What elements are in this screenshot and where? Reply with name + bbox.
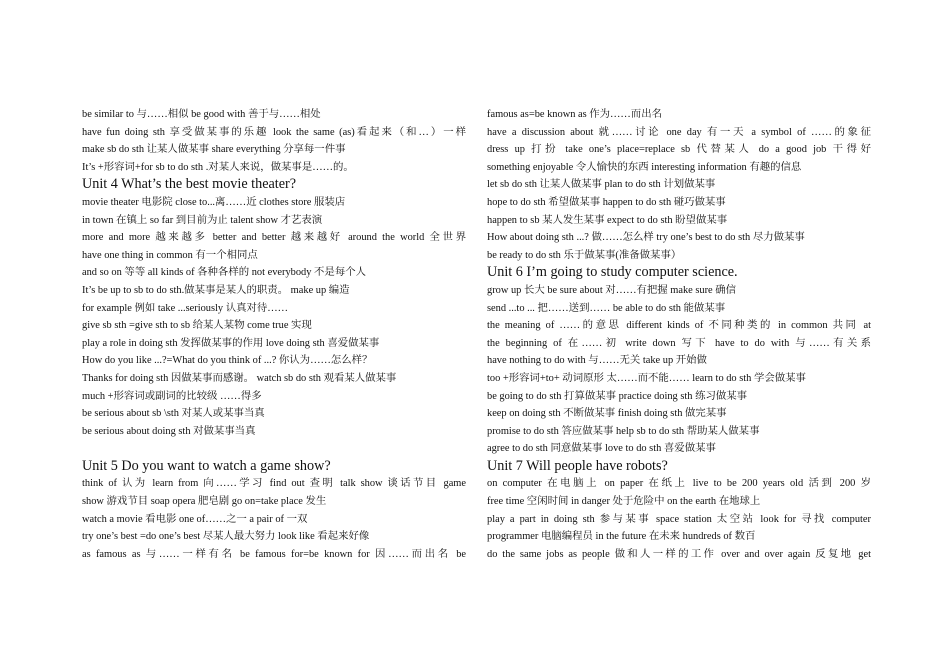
phrase-line: on computer 在电脑上 on paper 在纸上 live to be 200 years old 活到 200 岁 [487, 478, 871, 490]
phrase-line: agree to do sth 同意做某事 love to do sth 喜爱做某事 [487, 443, 716, 455]
phrase-line: do the same jobs as people 做和人一样的工作 over and over again 反复地 get [487, 548, 871, 560]
phrase-line: let sb do sth 让某人做某事 plan to do sth 计划做某事 [487, 179, 716, 191]
blank-line [82, 440, 466, 458]
phrase-line: send ...to ... 把……送到…… be able to do sth 能做某事 [487, 302, 726, 314]
phrase-line: How do you like ...?=What do you think of ...? 你认为……怎么样？ [82, 355, 373, 367]
phrase-line: be similar to 与……相似 be good with 善于与……相处 [82, 109, 321, 120]
unit-heading: Unit 7 Will people have robots? [487, 457, 668, 474]
phrase-line: have one thing in common 有一个相同点 [82, 249, 258, 261]
phrase-line: promise to do sth 答应做某事 help sb to do sth 帮助某人做某事 [487, 425, 760, 437]
unit-heading: Unit 4 What’s the best movie theater? [82, 176, 297, 193]
phrase-line: It’s +形容词+for sb to do sth .对某人来说，做某事是……的。 [82, 161, 354, 173]
phrase-line: programmer 电脑编程员 in the future 在未来 hundreds of 数百 [487, 531, 756, 543]
phrase-line: How about doing sth ...? 做……怎么样 try one’s best to do sth 尽力做某事 [487, 232, 805, 244]
phrase-line: grow up 长大 be sure about 对……有把握 make sure 确信 [487, 284, 737, 296]
unit-heading: Unit 6 I’m going to study computer science. [487, 264, 738, 281]
phrase-line: famous as=be known as 作为……而出名 [487, 109, 662, 120]
phrase-line: keep on doing sth 不断做某事 finish doing sth 做完某事 [487, 408, 727, 420]
phrase-line: have fun doing sth 享受做某事的乐趣 look the same (as)看起来（和…）一样 [82, 126, 466, 138]
phrase-line: watch a movie 看电影 one of……之一 a pair of 一双 [82, 513, 308, 525]
unit-heading: Unit 5 Do you want to watch a game show? [82, 457, 331, 474]
phrase-line: movie theater 电影院 close to...离……近 clothes store 服装店 [82, 196, 346, 208]
phrase-line: as famous as 与……一样有名 be famous for=be known for 因……而出名 be [82, 548, 466, 560]
phrase-line: think of 认为 learn from 向……学习 find out 查明 talk show 谈话节目 game [82, 478, 466, 490]
phrase-line: make sb do sth 让某人做某事 share everything 分享每一件事 [82, 144, 346, 156]
phrase-line: have a discussion about 就……讨论 one day 有一天 a symbol of ……的象征 [487, 126, 871, 138]
phrase-line: happen to sb 某人发生某事 expect to do sth 盼望做某事 [487, 214, 728, 226]
phrase-line: play a part in doing sth 参与某事 space station 太空站 look for 寻找 computer [487, 513, 871, 525]
phrase-line: have nothing to do with 与……无关 take up 开始做 [487, 355, 707, 367]
phrase-line: the beginning of 在……初 write down 写下 have to do with 与……有关系 [487, 337, 871, 349]
phrase-line: be serious about sb \sth 对某人或某事当真 [82, 408, 265, 420]
right-column [487, 106, 871, 563]
phrase-line: for example 例如 take ...seriously 认真对待…… [82, 302, 289, 314]
phrase-line: hope to do sth 希望做某事 happen to do sth 碰巧做某事 [487, 196, 726, 208]
phrase-line: show 游戏节目 soap opera 肥皂剧 go on=take place 发生 [82, 496, 327, 508]
phrase-line: be going to do sth 打算做某事 practice doing sth 练习做某事 [487, 390, 748, 402]
left-column [82, 106, 466, 563]
phrase-line: be ready to do sth 乐于做某事(准备做某事） [487, 249, 682, 261]
phrase-line: free time 空闲时间 in danger 处于危险中 on the earth 在地球上 [487, 496, 761, 508]
phrase-line: much +形容词或副词的比较级 ……得多 [82, 390, 262, 402]
phrase-line: more and more 越来越多 better and better 越来越好 around the world 全世界 [82, 232, 466, 244]
phrase-line: try one’s best =do one’s best 尽某人最大努力 look like 看起来好像 [82, 531, 370, 543]
phrase-line: and so on 等等 all kinds of 各种各样的 not everybody 不是每个人 [82, 267, 366, 279]
phrase-line: dress up 打扮 take one’s place=replace sb 代替某人 do a good job 干得好 [487, 144, 871, 156]
phrase-line: be serious about doing sth 对做某事当真 [82, 425, 256, 437]
phrase-line: the meaning of ……的意思 different kinds of 不同种类的 in common 共同 at [487, 320, 871, 332]
phrase-line: Thanks for doing sth 因做某事而感谢。 watch sb do sth 观看某人做某事 [82, 372, 397, 384]
phrase-line: give sb sth =give sth to sb 给某人某物 come true 实现 [82, 320, 312, 332]
phrase-line: something enjoyable 令人愉快的东西 interesting information 有趣的信息 [487, 161, 802, 173]
phrase-line: too +形容词+to+ 动词原形 太……而不能…… learn to do sth 学会做某事 [487, 372, 806, 384]
phrase-line: play a role in doing sth 发挥做某事的作用 love doing sth 喜爱做某事 [82, 337, 380, 349]
phrase-line: in town 在镇上 so far 到目前为止 talent show 才艺表演 [82, 214, 323, 226]
phrase-line: It’s be up to sb to do sth.做某事是某人的职责。 make up 编造 [82, 284, 350, 296]
